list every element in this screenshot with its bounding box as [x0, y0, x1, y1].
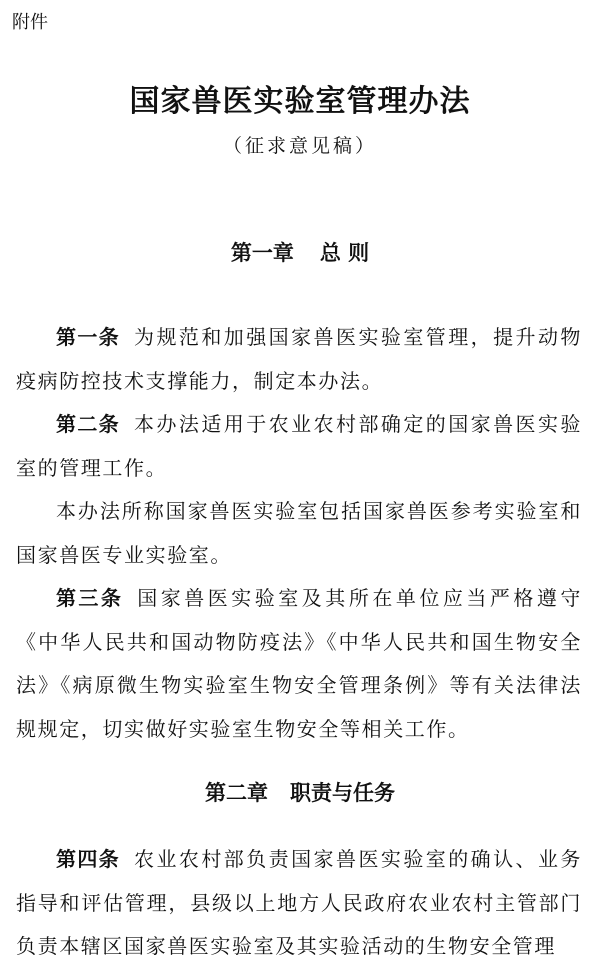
document-subtitle: （征求意见稿）: [222, 135, 377, 157]
article-number: 第四条: [56, 847, 121, 871]
article-number: 第一条: [56, 325, 121, 349]
article-text: 本办法所称国家兽医实验室包括国家兽医参考实验室和国家兽医专业实验室。: [16, 499, 582, 567]
article-number: 第三条: [56, 586, 124, 610]
article-paragraph: [16, 577, 582, 751]
chapter-body: [16, 316, 582, 751]
article-paragraph: [16, 403, 582, 490]
chapter-name: 总 则: [319, 241, 370, 265]
chapter-heading: [0, 238, 600, 268]
chapter-number: 第二章: [205, 781, 268, 805]
article-text: 农业农村部负责国家兽医实验室的确认、业务指导和评估管理，县级以上地方人民政府农业农村主管部门负责本辖区国家兽医实验室及其实验活动的生物安全管理: [16, 847, 583, 958]
attachment-label: 附件: [12, 12, 48, 33]
chapter-body: [16, 838, 582, 969]
article-text: 为规范和加强国家兽医实验室管理，提升动物疫病防控技术支撑能力，制定本办法。: [16, 325, 583, 393]
article-text: 国家兽医实验室及其所在单位应当严格遵守《中华人民共和国动物防疫法》《中华人民共和国生物安全法》《病原微生物实验室生物安全管理条例》等有关法律法规规定，切实做好实验室生物安全等相关工作。: [16, 586, 582, 741]
article-paragraph: [16, 838, 582, 969]
article-number: 第二条: [56, 412, 121, 436]
chapter-number: 第一章: [230, 241, 294, 265]
chapter-heading: [0, 778, 600, 808]
document-title: 国家兽医实验室管理办法: [129, 84, 471, 119]
chapter-name: 职责与任务: [290, 781, 395, 805]
article-paragraph: [16, 316, 582, 403]
article-paragraph: [16, 490, 582, 577]
article-text: 本办法适用于农业农村部确定的国家兽医实验室的管理工作。: [16, 412, 583, 480]
